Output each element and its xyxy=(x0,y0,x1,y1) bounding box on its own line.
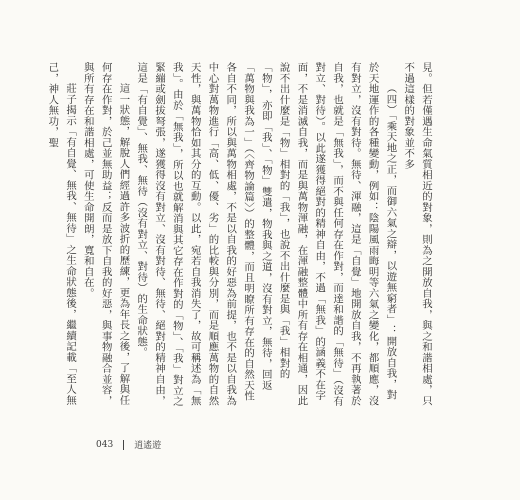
page-footer xyxy=(96,438,161,451)
paragraph: 莊子揭示「有自覺、無我、無待」之生命狀態後，繼續記載「至人無己，神人無功，聖 xyxy=(46,62,77,406)
page-number: 043 xyxy=(96,439,114,450)
footer-divider xyxy=(123,440,124,450)
paragraph: 這一狀態，解脫人們經過許多波折的歷練，更為年長之後，了解與任何存在作對，於己並無助益；反而是放下自我的好惡，與事物融合並容，與所有存在和諧相處，可使生命開朗，寬和自在。 xyxy=(81,62,130,406)
paragraph: 見。但若僅遇生命氣質相近的對象，則為之開放自我，與之和諧相處，只不過這樣的對象並不多 xyxy=(402,62,432,406)
vertical-text-body xyxy=(46,62,434,407)
chapter-title: 逍遙遊 xyxy=(134,441,162,451)
paragraph: （四）「乘天地之正，而御六氣之辯，以遊無窮者」：開放自我，對於天地運作的各種變動，例如：陰陽風雨晦明等六氣之變化，都順應，沒有對立，沒有對待。無待、渾融，這是「自覺」地開放自我，不再執著於自我，也就是「無我」，而不與任何存在作對，而達和諧的「無待」（沒有對立、對待）。以此遂獲得絕對的精神自由，不過「無我」的涵義不在字面，不是消滅自我，而是與萬物渾融，在渾融整體中所有存在相通，因此說不出什麼是「物」相對的「我」，也說不出什麼是與「我」相對的「物」，亦即「我」、「物」雙遣，物我與之道，沒有對立，無待，回返「萬物與我為一」（〈齊物論篇〉）的整體，而且明瞭所有存在的自然天性各自不同，所以與萬物相處，不是以自我的好惡為前提，也不是以自我為中心對萬物進行「高、低、優、劣」的比較與分別，而是順應萬物的自然天性，與萬物恰如其分的互動。以此，宛若自我消失了，故可稱述為「無我」。由於「無我」，所以也就解消與其它存在作對的「物」、「我」對立之緊繃或劍拔弩張，遂獲得沒有對立、沒有對待、無待、絕對的精神自由，這是「有自覺」、無我、無待（沒有對立、對待）的生命狀態。 xyxy=(135,62,397,407)
